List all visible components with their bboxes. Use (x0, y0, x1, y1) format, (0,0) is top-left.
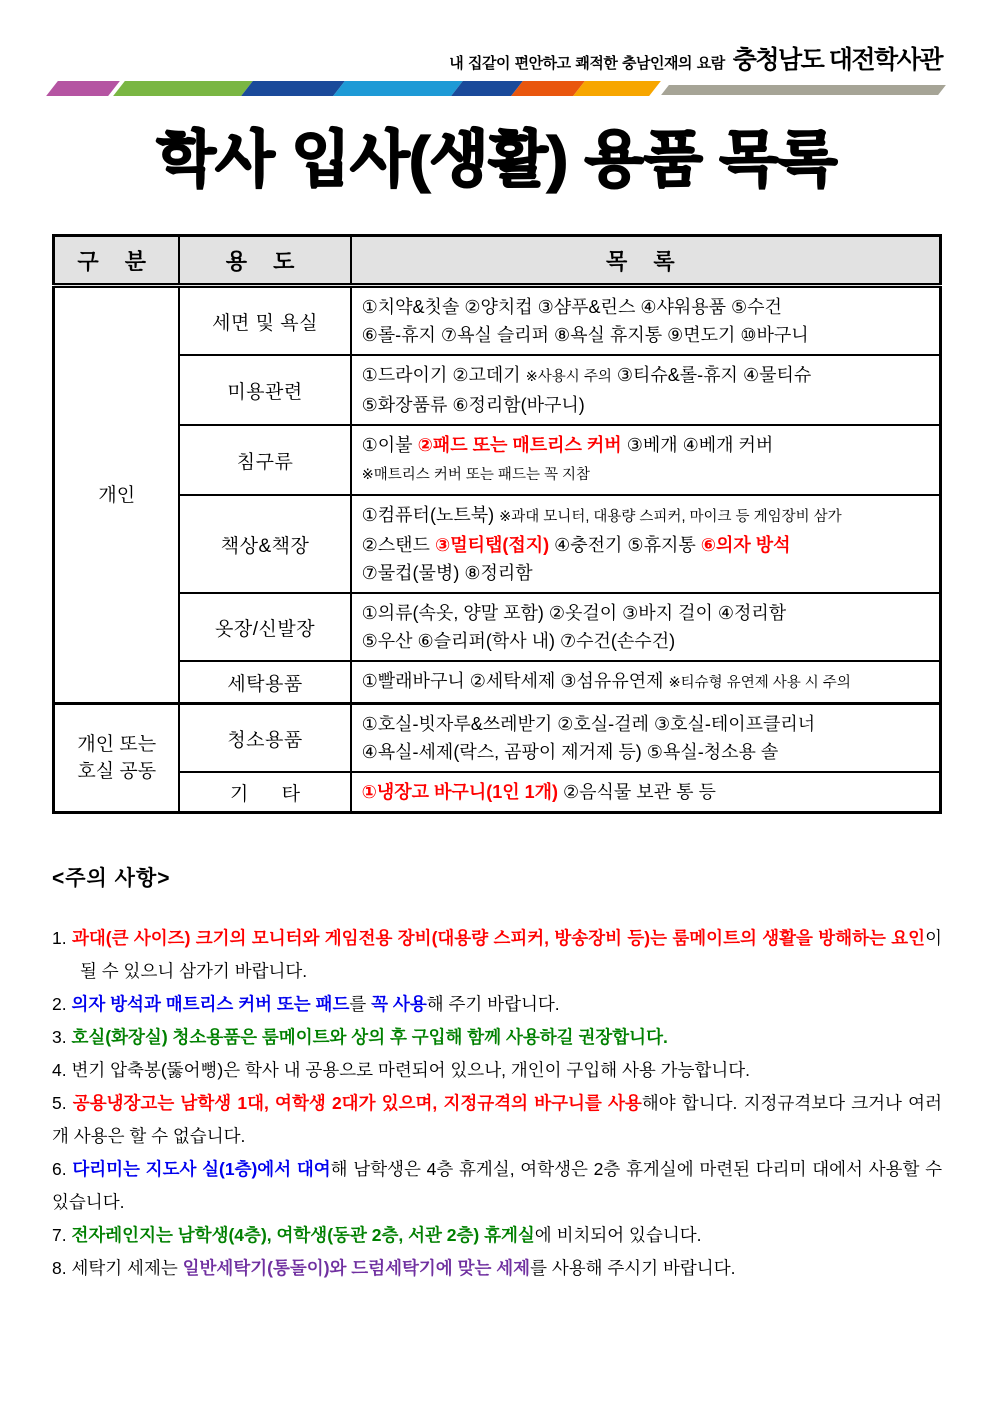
item-line (362, 710, 929, 738)
text-run: 를 (349, 994, 372, 1014)
text-run: 과대(큰 사이즈) 크기의 모니터와 게임전용 장비(대용량 스피커, 방송장비 등)는 룸메이트의 생활을 방해하는 요인 (71, 928, 926, 948)
table-row (54, 772, 941, 813)
item-line (362, 738, 929, 766)
header-row (54, 236, 941, 286)
item-line (362, 391, 929, 419)
items-cell (351, 495, 941, 593)
text-run: ①의류(속옷, 양말 포함) ②옷걸이 ③바지 걸이 ④정리함 (361, 603, 787, 623)
items-cell (351, 661, 941, 704)
note-number: 3. (52, 1027, 72, 1047)
table-row (54, 704, 941, 773)
stripe-seg-gray (661, 85, 946, 95)
color-stripe (52, 81, 942, 97)
text-run: ①드라이기 ②고데기 (361, 365, 526, 385)
stripe-seg-skyblue (333, 81, 463, 96)
text-run: ②음식물 보관 통 등 (558, 782, 716, 802)
text-run: ①호실-빗자루&쓰레받기 ②호실-걸레 ③호실-테이프클리너 (361, 714, 816, 734)
items-cell (351, 355, 941, 425)
text-run: ①치약&칫솔 ②양치컵 ③샴푸&린스 ④샤워용품 ⑤수건 (361, 297, 782, 317)
note-item (52, 1252, 942, 1285)
masthead (52, 40, 942, 76)
group-label-line: 개인 (98, 484, 136, 506)
notes-section (52, 862, 942, 1285)
text-run: 해야 합니다. 지정규격보다 크거나 여러 개 사용은 할 수 없습니다. (52, 1093, 942, 1146)
table-row (54, 425, 941, 495)
text-run: ※매트리스 커버 또는 패드는 꼭 지참 (361, 467, 591, 483)
text-run: 이 될 수 있으니 삼가기 바랍니다. (80, 928, 942, 981)
items-cell (351, 425, 941, 495)
items-table-body (54, 286, 941, 813)
text-run: 변기 압축봉(뚫어뻥)은 학사 내 공용으로 마련되어 있으나, 개인이 구입해 사용 가능합니다. (71, 1060, 751, 1080)
table-row (54, 495, 941, 593)
items-table (52, 234, 942, 814)
text-run: 해 주기 바랍니다. (426, 994, 560, 1014)
text-run: ②패드 또는 매트리스 커버 (417, 435, 622, 455)
item-line (362, 321, 929, 349)
text-run: 세탁기 세제는 (71, 1258, 183, 1278)
items-cell (351, 593, 941, 661)
group-label-cell (54, 704, 180, 813)
text-run: 다리미는 지도사 실(1층)에서 대여 (72, 1159, 331, 1179)
text-run: ③티슈&롤-휴지 ④물티슈 (611, 365, 812, 385)
text-run: 전자레인지는 남학생(4층), 여학생(동관 2층, 서관 2층) 휴게실 (71, 1225, 535, 1245)
note-item (52, 1087, 942, 1153)
usage-cell: 미용관련 (179, 355, 350, 425)
text-run: ※사용시 주의 (525, 369, 612, 385)
stripe-seg-navy (241, 81, 345, 96)
item-line (362, 431, 929, 459)
note-item (52, 1219, 942, 1252)
items-cell (351, 286, 941, 356)
item-line (362, 531, 929, 559)
table-row (54, 593, 941, 661)
text-run: 에 비치되어 있습니다. (534, 1225, 702, 1245)
text-run: ④충전기 ⑤휴지통 (549, 535, 701, 555)
usage-cell: 청소용품 (179, 704, 350, 773)
note-number: 6. (52, 1159, 73, 1179)
text-run: 일반세탁기(통돌이)와 드럼세탁기에 맞는 세제 (182, 1258, 531, 1278)
item-line (362, 627, 929, 655)
note-item (52, 1054, 942, 1087)
group-label-line: 호실 공동 (77, 761, 157, 782)
item-line (362, 459, 929, 489)
text-run: 공용냉장고는 남학생 1대, 여학생 2대가 있으며, 지정규격의 바구니를 사용 (72, 1093, 642, 1113)
note-number: 8. (52, 1258, 72, 1278)
item-line (362, 361, 929, 391)
text-run: ⑤우산 ⑥슬리퍼(학사 내) ⑦수건(손수건) (361, 631, 676, 651)
text-run: ①이불 (361, 435, 418, 455)
item-line (362, 559, 929, 587)
text-run: ①냉장고 바구니(1인 1개) (361, 782, 558, 802)
note-item (52, 988, 942, 1021)
brand-logo: 충청남도 대전학사관 (732, 46, 942, 74)
tagline: 내 집같이 편안하고 쾌적한 충남인재의 요람 (449, 54, 725, 72)
usage-cell: 옷장/신발장 (179, 593, 350, 661)
text-run: ⑥의자 방석 (700, 535, 791, 555)
item-line (362, 293, 929, 321)
stripe-seg-amber (573, 81, 661, 96)
usage-cell: 세면 및 욕실 (179, 286, 350, 356)
usage-cell: 기 타 (179, 772, 350, 813)
usage-cell: 세탁용품 (179, 661, 350, 704)
text-run: ①컴퓨터(노트북) (361, 505, 500, 525)
text-run: ※과대 모니터, 대용량 스피커, 마이크 등 게임장비 삼가 (499, 509, 842, 525)
column-header-category: 구 분 (54, 236, 180, 286)
item-line (362, 501, 929, 531)
note-number: 5. (52, 1093, 73, 1113)
items-table-head (54, 236, 941, 286)
text-run: 호실(화장실) 청소용품은 룸메이트와 상의 후 구입해 함께 사용하길 권장합니다. (71, 1027, 668, 1047)
text-run: ⑤화장품류 ⑥정리함(바구니) (361, 395, 585, 415)
usage-cell: 책상&책장 (179, 495, 350, 593)
stripe-seg-green (113, 81, 253, 96)
note-item (52, 1153, 942, 1219)
notes-heading: <주의 사항> (52, 867, 171, 890)
column-header-items: 목 록 (351, 236, 941, 286)
text-run: 를 사용해 주시기 바랍니다. (530, 1258, 736, 1278)
text-run: ①빨래바구니 ②세탁세제 ③섬유유연제 (361, 671, 669, 691)
group-label-line: 개인 또는 (77, 734, 157, 755)
text-run: 꼭 사용 (371, 994, 427, 1014)
page-title: 학사 입사(생활) 용품 목록 (156, 125, 838, 193)
item-line (362, 599, 929, 627)
item-line (362, 778, 929, 806)
note-number: 1. (52, 928, 72, 948)
items-cell (351, 772, 941, 813)
note-number: 2. (52, 994, 72, 1014)
text-run: ※티슈형 유연제 사용 시 주의 (668, 675, 851, 691)
note-number: 4. (52, 1060, 72, 1080)
note-number: 7. (52, 1225, 72, 1245)
column-header-usage: 용 도 (179, 236, 350, 286)
text-run: ④욕실-세제(락스, 곰팡이 제거제 등) ⑤욕실-청소용 솔 (361, 742, 779, 762)
text-run: 의자 방석과 매트리스 커버 또는 패드 (71, 994, 350, 1014)
text-run: ⑥롤-휴지 ⑦욕실 슬리퍼 ⑧욕실 휴지통 ⑨면도기 ⑩바구니 (361, 325, 809, 345)
text-run: ③멀티탭(접지) (434, 535, 550, 555)
group-label-cell (54, 286, 180, 704)
note-item (52, 1021, 942, 1054)
stripe-seg-magenta (46, 81, 120, 96)
text-run: ③베개 ④베개 커버 (621, 435, 774, 455)
usage-cell: 침구류 (179, 425, 350, 495)
table-row (54, 286, 941, 356)
items-cell (351, 704, 941, 773)
item-line (362, 667, 929, 697)
text-run: ⑦물컵(물병) ⑧정리함 (361, 563, 533, 583)
text-run: ②스탠드 (361, 535, 435, 555)
table-row (54, 661, 941, 704)
table-row (54, 355, 941, 425)
text-run: 해 남학생은 4층 휴게실, 여학생은 2층 휴게실에 마련된 다리미 대에서 사용할 수 있습니다. (52, 1159, 942, 1212)
notes-list (52, 922, 942, 1285)
note-item (52, 922, 942, 988)
